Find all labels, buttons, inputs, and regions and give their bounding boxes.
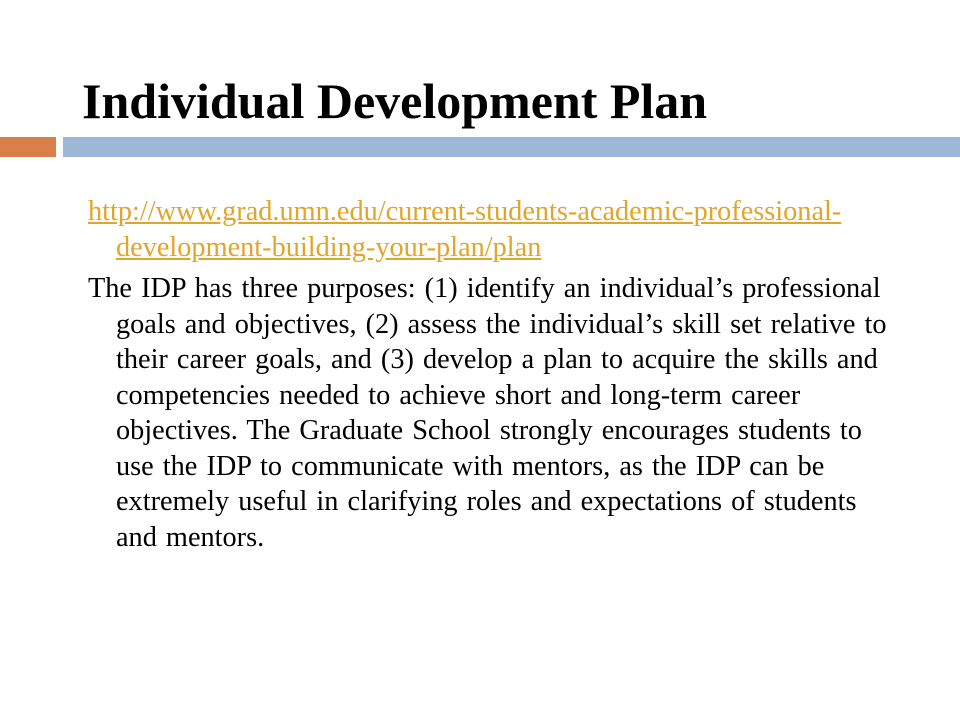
- title-rule-bar: [63, 137, 960, 157]
- slide-title: Individual Development Plan: [82, 73, 708, 129]
- link-paragraph: [88, 194, 888, 265]
- description-paragraph: The IDP has three purposes: (1) identify an individual’s professional goals and objectives, (2) assess the individual’s skill set relative to their career goals, and (3) develop a plan to acquire the skills and competencies needed to achieve short and long-term career objectives. The Graduate School strongly encourages students to use the IDP to communicate with mentors, as the IDP can be extremely useful in clarifying roles and expectations of students and mentors.: [88, 273, 887, 553]
- title-accent-bar: [0, 137, 56, 157]
- slide-body: [88, 194, 888, 561]
- idp-link[interactable]: http://www.grad.umn.edu/current-students-academic-professional-development-building-your-plan/plan: [88, 196, 842, 263]
